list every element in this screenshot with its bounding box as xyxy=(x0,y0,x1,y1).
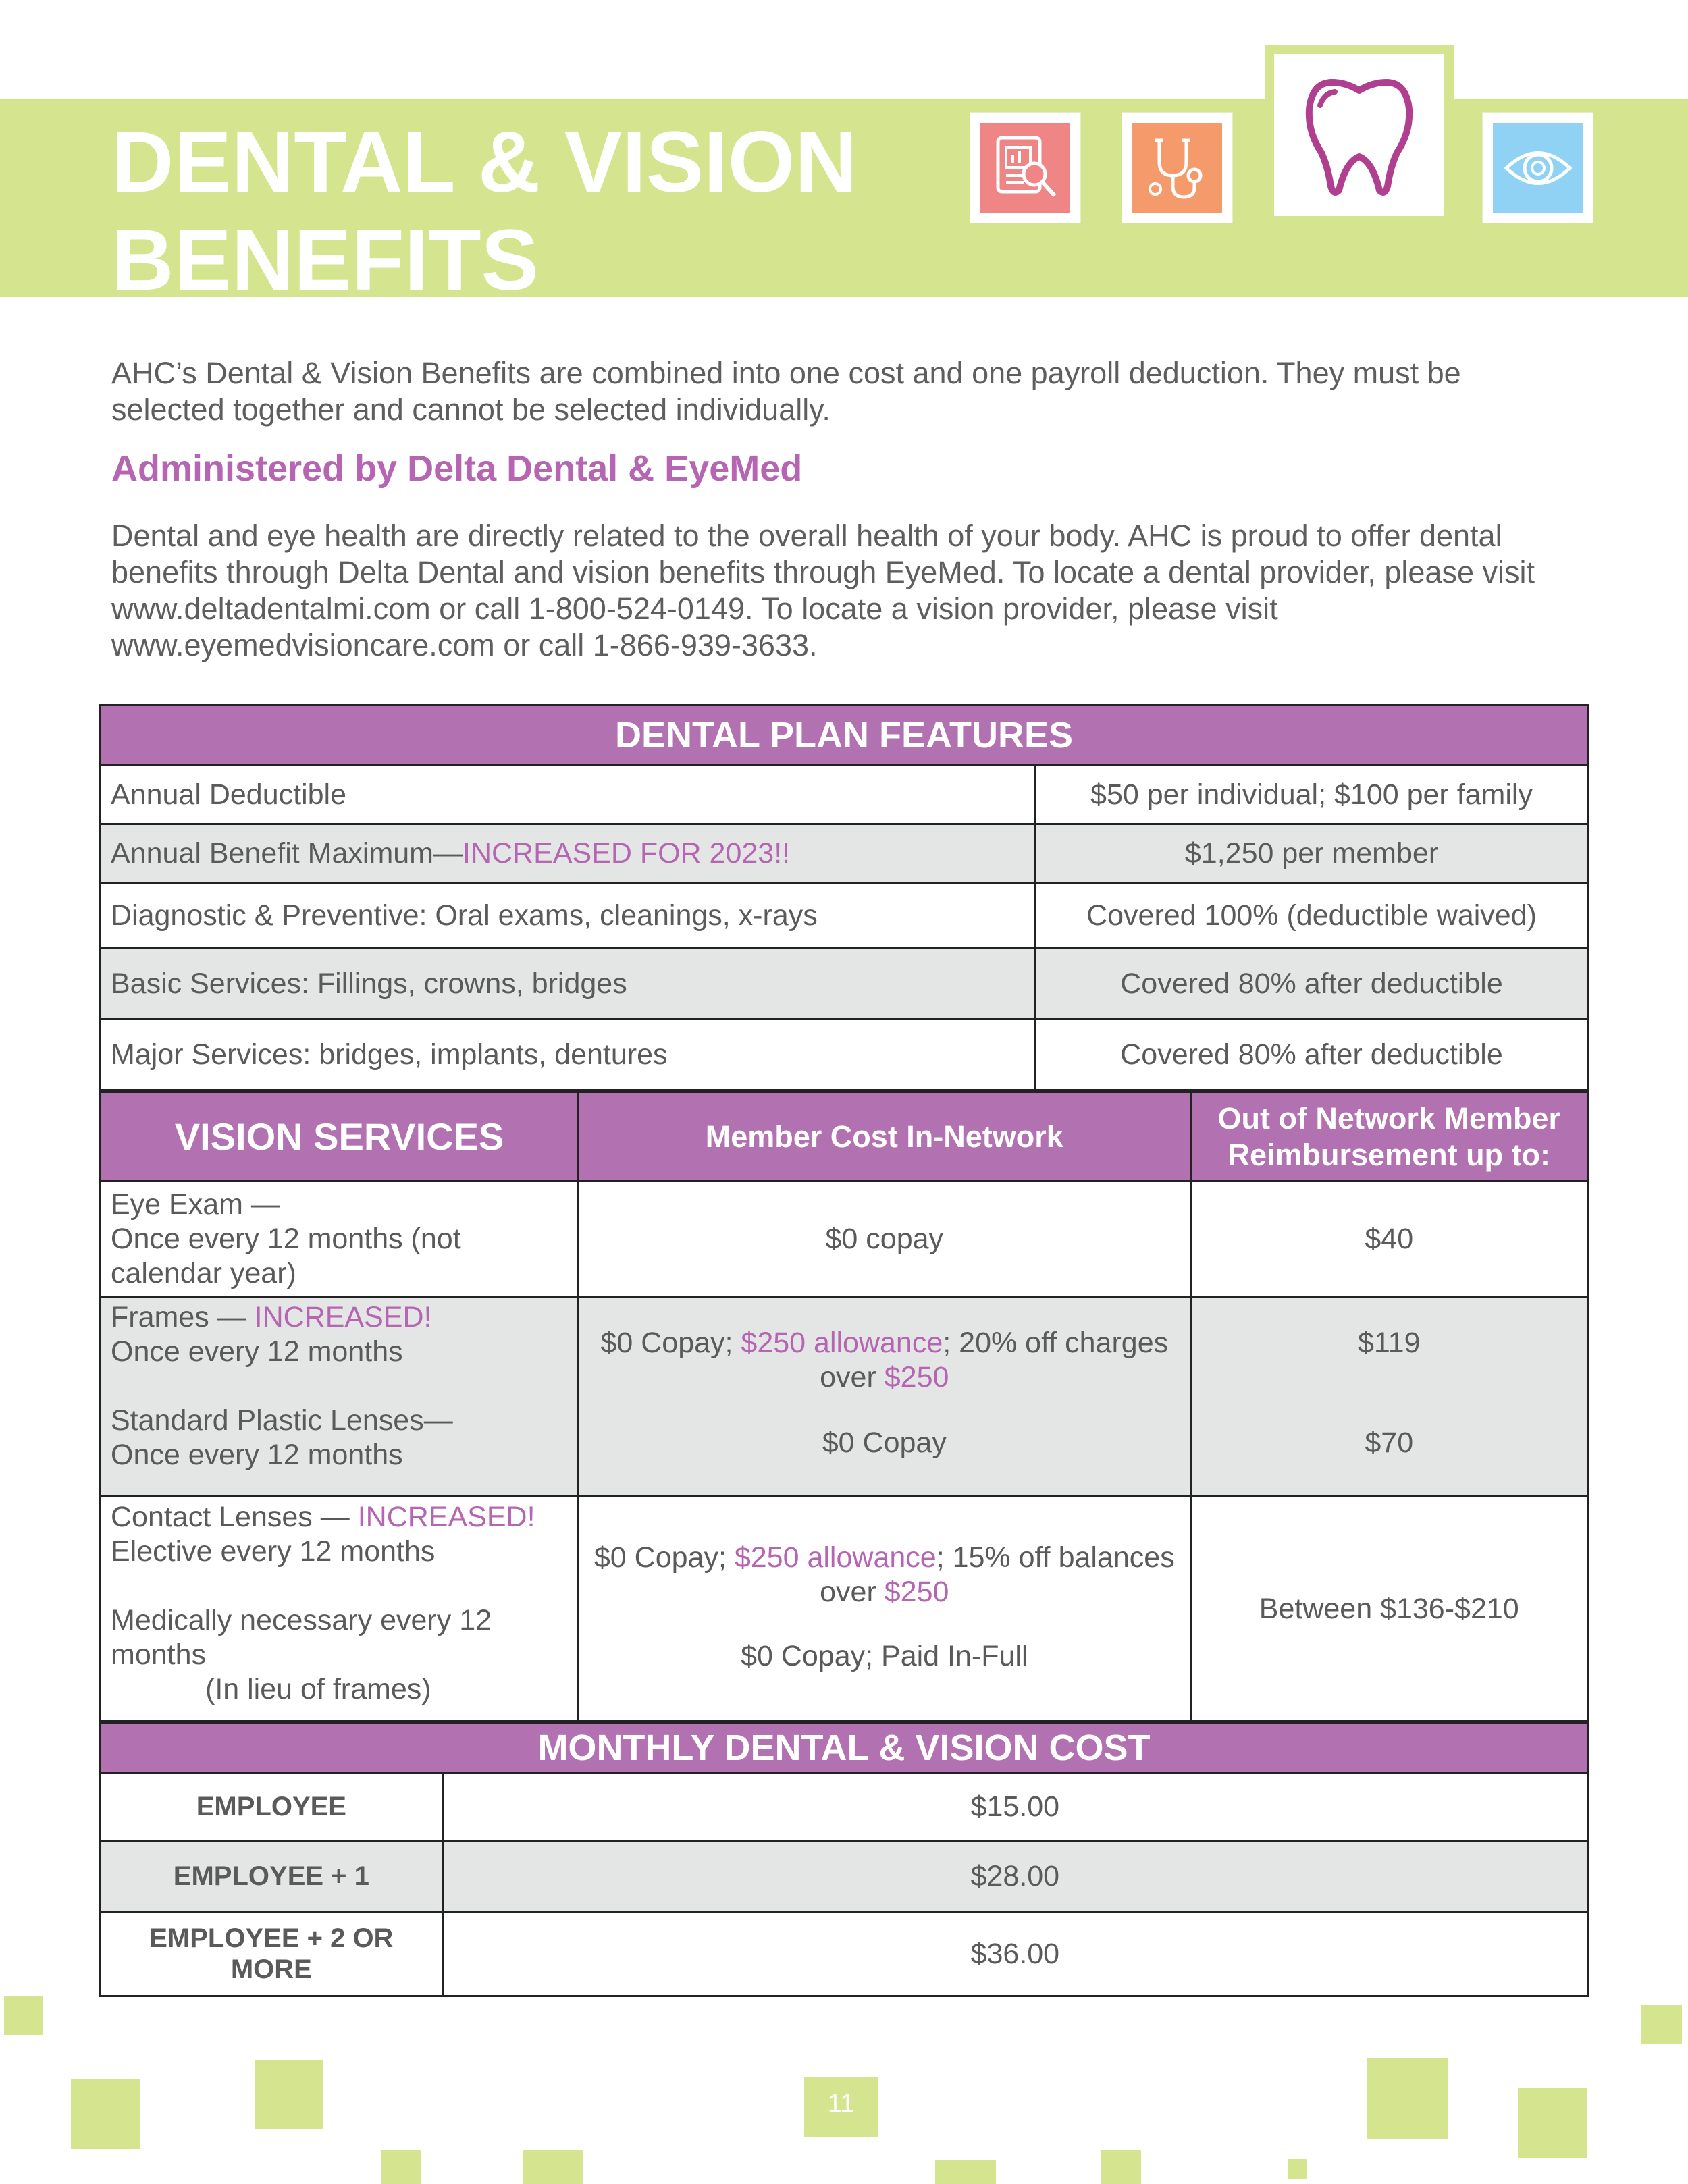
decorative-square xyxy=(1518,2088,1587,2158)
table-row xyxy=(101,1842,1588,1912)
dental-label-text: Annual Benefit Maximum— xyxy=(111,836,463,870)
dental-label: Diagnostic & Preventive: Oral exams, cleanings, x-rays xyxy=(101,883,1036,949)
subhead-block xyxy=(111,448,1577,489)
contacts-elective-in-network xyxy=(581,1541,1188,1609)
contacts-medical: Medically necessary every 12 months xyxy=(111,1604,492,1671)
page-title xyxy=(111,113,989,309)
document-search-icon-tile xyxy=(970,113,1080,223)
frames-out-network: $119 xyxy=(1358,1327,1421,1359)
contacts-lieu-note: (In lieu of frames) xyxy=(205,1673,431,1705)
increased-highlight: INCREASED! xyxy=(357,1501,535,1533)
table-row xyxy=(101,824,1588,883)
lenses-title: Standard Plastic Lenses— xyxy=(111,1404,453,1437)
eye-exam-label xyxy=(101,1181,579,1297)
increased-highlight: INCREASED! xyxy=(254,1301,432,1333)
decorative-square xyxy=(1101,2150,1141,2184)
tooth-icon xyxy=(1274,54,1444,216)
monthly-cost: $36.00 xyxy=(442,1912,1587,1996)
frames-title xyxy=(111,1300,568,1335)
decorative-square xyxy=(935,2160,996,2184)
coverage-tier: EMPLOYEE + 1 xyxy=(101,1842,443,1912)
dental-label xyxy=(101,824,1036,883)
tooth-icon-tile xyxy=(1274,54,1444,216)
eye-exam-title: Eye Exam — xyxy=(111,1188,280,1221)
table-row xyxy=(101,1181,1588,1297)
table-row xyxy=(101,1773,1588,1842)
decorative-square xyxy=(4,1996,43,2035)
table-row xyxy=(101,883,1588,949)
in-network-header: Member Cost In-Network xyxy=(579,1092,1190,1181)
dental-value: Covered 100% (deductible waived) xyxy=(1036,883,1588,949)
contacts-label xyxy=(101,1497,579,1722)
contacts-threshold: $250 xyxy=(884,1576,949,1608)
contacts-out-network: Between $136-$210 xyxy=(1190,1497,1588,1722)
vision-services-header: VISION SERVICES xyxy=(101,1092,579,1181)
contacts-label-text: Contact Lenses — xyxy=(111,1501,358,1533)
table-row xyxy=(101,1912,1588,1996)
contacts-in-network xyxy=(579,1497,1190,1722)
decorative-square xyxy=(1288,2159,1307,2179)
dental-value: Covered 80% after deductible xyxy=(1036,949,1588,1019)
intro-paragraph: AHC’s Dental & Vision Benefits are combined into one cost and one payroll deduction. They must be selected together and cannot be selected individually. xyxy=(111,356,1461,427)
dental-table xyxy=(99,704,1589,1091)
table-row xyxy=(101,1497,1588,1722)
monthly-header-row xyxy=(101,1724,1588,1773)
vision-header-row xyxy=(101,1092,1588,1181)
lenses-in-network: $0 Copay xyxy=(822,1427,947,1459)
table-row xyxy=(101,1019,1588,1090)
contacts-allowance: $250 allowance xyxy=(734,1541,937,1574)
decorative-square xyxy=(1367,2058,1448,2139)
dental-header-row xyxy=(101,705,1588,766)
contacts-elective: Elective every 12 months xyxy=(111,1535,436,1568)
dental-value: $1,250 per member xyxy=(1036,824,1588,883)
eye-icon-tile xyxy=(1483,113,1593,223)
frames-in-network xyxy=(589,1326,1180,1395)
title-line-1: DENTAL & VISION xyxy=(111,114,858,211)
coverage-tier: EMPLOYEE xyxy=(101,1773,443,1842)
contacts-discount: ; 15% off balances over xyxy=(820,1541,1175,1608)
vision-table xyxy=(99,1091,1589,1722)
dental-value: Covered 80% after deductible xyxy=(1036,1019,1588,1090)
dental-header: DENTAL PLAN FEATURES xyxy=(101,705,1588,766)
frames-label-text: Frames — xyxy=(111,1301,255,1333)
frames-lenses-out-network xyxy=(1190,1297,1588,1497)
dental-value: $50 per individual; $100 per family xyxy=(1036,766,1588,824)
table-row xyxy=(101,766,1588,824)
monthly-cost: $15.00 xyxy=(442,1773,1587,1842)
monthly-header: MONTHLY DENTAL & VISION COST xyxy=(101,1724,1588,1773)
stethoscope-icon xyxy=(1132,123,1222,213)
eye-exam-frequency: Once every 12 months (not calendar year) xyxy=(111,1222,461,1289)
intro-block xyxy=(111,355,1577,428)
eye-exam-in-network: $0 copay xyxy=(579,1181,1190,1297)
frames-discount: ; 20% off charges over xyxy=(820,1327,1169,1393)
out-network-header: Out of Network Member Reimbursement up to: xyxy=(1190,1092,1588,1181)
frames-copay: $0 Copay; xyxy=(600,1327,741,1359)
dental-label: Annual Deductible xyxy=(101,766,1036,824)
frames-frequency: Once every 12 months xyxy=(111,1335,403,1368)
description-block xyxy=(111,518,1577,664)
document-search-icon xyxy=(980,123,1070,213)
coverage-tier: EMPLOYEE + 2 OR MORE xyxy=(101,1912,443,1996)
eye-exam-out-network: $40 xyxy=(1190,1181,1588,1297)
decorative-square xyxy=(523,2150,583,2184)
decorative-square xyxy=(71,2079,140,2149)
contacts-title xyxy=(111,1500,568,1535)
frames-lenses-label xyxy=(101,1297,579,1497)
table-row xyxy=(101,1297,1588,1497)
decorative-square xyxy=(381,2150,421,2184)
frames-allowance: $250 allowance xyxy=(741,1327,943,1359)
monthly-cost: $28.00 xyxy=(442,1842,1587,1912)
contacts-medical-in-network: $0 Copay; Paid In-Full xyxy=(741,1640,1028,1672)
decorative-square xyxy=(1641,2005,1682,2044)
page-number: 11 xyxy=(804,2077,878,2137)
title-line-2: BENEFITS xyxy=(111,212,539,309)
administrator-subhead: Administered by Delta Dental & EyeMed xyxy=(111,448,803,489)
monthly-cost-table xyxy=(99,1722,1589,1997)
dental-label: Basic Services: Fillings, crowns, bridges xyxy=(101,949,1036,1019)
dental-label: Major Services: bridges, implants, dentures xyxy=(101,1019,1036,1090)
contacts-copay: $0 Copay; xyxy=(594,1541,735,1574)
increased-highlight: INCREASED FOR 2023!! xyxy=(463,836,791,870)
lenses-out-network: $70 xyxy=(1365,1427,1414,1459)
decorative-square xyxy=(255,2060,323,2129)
stethoscope-icon-tile xyxy=(1122,113,1232,223)
eye-icon xyxy=(1493,123,1583,213)
table-row xyxy=(101,949,1588,1019)
lenses-frequency: Once every 12 months xyxy=(111,1439,403,1471)
frames-lenses-in-network xyxy=(579,1297,1190,1497)
description-paragraph: Dental and eye health are directly related to the overall health of your body. AHC is proud to offer dental benefits through Delta Dental and vision benefits through EyeMed. To locate a dental provider, please visit www.deltadentalmi.com or call 1-800-524-0149. To locate a vision provider, please visit www.eyemedvisioncare.com or call 1-866-939-3633. xyxy=(111,518,1535,662)
frames-threshold: $250 xyxy=(884,1361,949,1393)
